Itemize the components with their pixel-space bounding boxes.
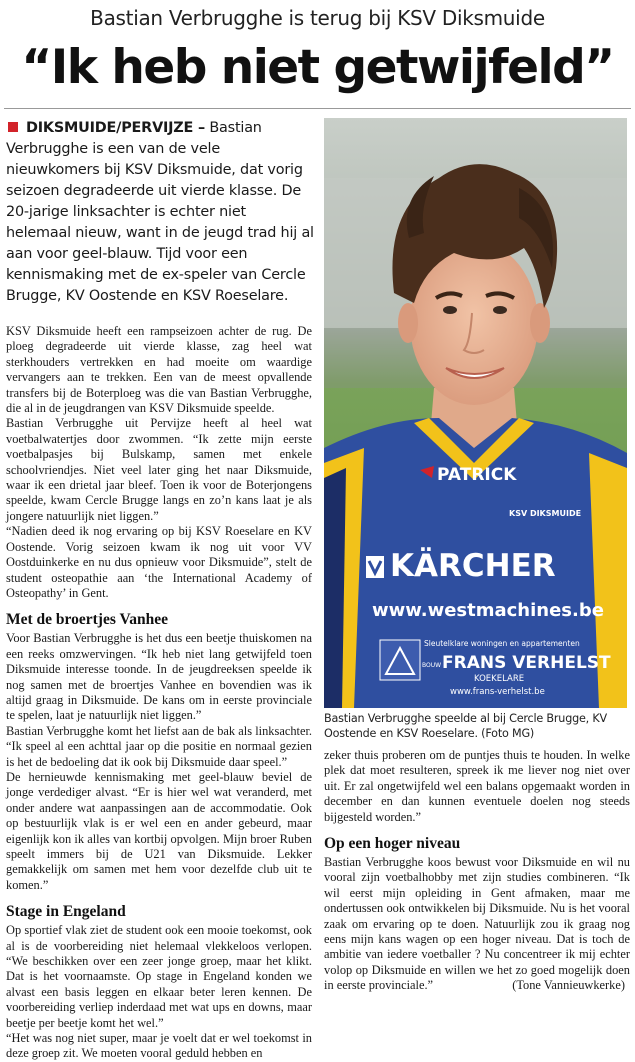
divider	[4, 108, 631, 109]
byline: (Tone Vannieuwkerke)	[512, 978, 625, 992]
body-paragraph: zeker thuis proberen om de puntjes thuis te houden. In welke plek dat moet resulteren, spreek ik me liever nog niet over uit. Er zal ongetwijfeld wel een balans opgemaakt worden in december en dan kunnen eventuele doelen nog steeds bijgesteld worden.”	[324, 748, 630, 824]
sponsor-text: KÄRCHER	[390, 548, 556, 584]
photo-caption: Bastian Verbrugghe speelde al bij Cercle Brugge, KV Oostende en KSV Roeselare. (Foto MG)	[324, 712, 607, 740]
body-paragraph: Op sportief vlak ziet de student ook een mooie toekomst, ook al is de voorbereiding niet helemaal vlekkeloos verlopen. “We beschikken over een zeer jonge groep, maar het klikt. Dat is het voornaamste. Op stage in Engeland konden we alvast een basis leggen en elkaar beter leren kennen. De voorbereiding verliep inderdaad met wat ups en downs, maar beetje per beetje komt het wel.”	[6, 923, 312, 1030]
club-text: KSV DIKSMUIDE	[509, 509, 582, 518]
body-paragraph: KSV Diksmuide heeft een rampseizoen achter de rug. De ploeg degradeerde uit vierde klasse, zag heel wat sterkhouders vertrekken en had moeite om waardige vervangers aan te trekken. Een van de meest opvallende transfers bij de Boterploeg was die van Bastian Verbrugghe, die al in de jeugdrangen van KSV Diksmuide speelde.	[6, 324, 312, 416]
shirt-brand-text: PATRICK	[437, 465, 517, 485]
sponsor2-tagline: Sleutelklare woningen en appartementen	[424, 639, 580, 648]
red-square-icon	[8, 122, 18, 132]
subheading: Met de broertjes Vanhee	[6, 611, 169, 629]
body-paragraph: “Het was nog niet super, maar je voelt dat er wel toekomst in deze groep zit. We moeten vooral geduld hebben en	[6, 1031, 312, 1061]
sponsor-url-text: www.westmachines.be	[372, 600, 604, 621]
body-paragraph: Bastian Verbrugghe uit Pervijze heeft al heel wat voetbalwatertjes door zwommen. “Ik zette mijn eerste voetbalpasjes bij Bulskamp, samen met enkele schoolvriendjes. Niet veel later ging het naar Diksmuide, waar ik een drietal jaar bleef. Toen ik voor de Boterjongens speelde, kwam Cercle Brugge langs en zo’n kans laat je als jongere natuurlijk niet liggen.”	[6, 416, 312, 523]
body-paragraph: De hernieuwde kennismaking met geel-blauw beviel de jonge verdediger alvast. “Er is hier wel wat veranderd, met onder andere wat aanpassingen aan de accommodatie. Ook op bestuurlijk vlak is er wel een en ander gebeurd, maar eigenlijk kon ik alles van kortbij opvolgen. Mijn broer Ruben speelt immers bij de U21 van Diksmuide. Lekker gemakkelijk om samen met hem voor dezelfde club uit te komen.”	[6, 769, 312, 892]
subheading: Op een hoger niveau	[324, 835, 461, 853]
kicker: Bastian Verbrugghe is terug bij KSV Diksmuide	[90, 6, 545, 30]
article-column-right	[324, 748, 630, 994]
player-photo	[324, 118, 627, 708]
sponsor2-name: FRANS VERHELST	[442, 653, 611, 673]
intro-paragraph	[6, 118, 314, 307]
sponsor2-city: KOEKELARE	[474, 674, 525, 684]
body-paragraph: Voor Bastian Verbrugghe is het dus een beetje thuiskomen na een reeks omzwervingen. “Ik heb niet lang getwijfeld toen Diksmuide interesse toonde. In de jeugdreeksen speelde ik nog samen met de broertjes Vanhee en bovendien was ik altijd graag in Diksmuide. De kans om in eerste provinciale te spelen, laat je natuurlijk niet liggen.”	[6, 631, 312, 723]
sponsor2-prefix: BOUW	[422, 662, 442, 669]
subheading: Stage in Engeland	[6, 903, 126, 921]
headline: “Ik heb niet getwijfeld”	[21, 40, 614, 95]
body-paragraph: “Nadien deed ik nog ervaring op bij KSV Roeselare en KV Oostende. Vorig seizoen kwam ik nog uit voor VV Oostduinkerke en nu dus opnieuw voor Diksmuide”, stelt de student osteopathie aan ‘the International Academy of Osteopathy’ in Gent.	[6, 524, 312, 600]
dateline: DIKSMUIDE/PERVIJZE –	[26, 120, 205, 136]
article-column-left	[6, 324, 312, 1062]
body-paragraph: Bastian Verbrugghe koos bewust voor Diksmuide en wil nu vooral zijn voetbalhobby met zijn studies combineren. “Ik wil eerst mijn opleiding in Gent afmaken, maar me ondertussen ook ontwikkelen bij Diksmuide. Nu is het vooral zaak om ervaring op te doen. Natuurlijk zou ik graag nog eens mijn kans wagen op een hoger niveau. Dat is toch de ambitie van iedere voetballer ? Nu concentreer ik mij echter volop op Diksmuide en willen we het zo goed mogelijk doen in eerste provinciale.”	[324, 855, 630, 993]
intro-text: Bastian Verbrugghe is een van de vele nieuwkomers bij KSV Diksmuide, dat vorig seizoen degradeerde uit vierde klasse. De 20-jarige linksachter is echter niet helemaal nieuw, want in de jeugd trad hij al aan voor geel-blauw. Tijd voor een kennismaking met de ex-speler van Cercle Brugge, KV Oostende en KSV Roeselare.	[6, 120, 314, 304]
sponsor2-url: www.frans-verhelst.be	[450, 687, 545, 697]
body-paragraph: Bastian Verbrugghe komt het liefst aan de bak als linksachter. “Ik speel al een achttal jaar op die positie en normaal gezien is het de bedoeling dat ik ook bij Diksmuide daar speel.”	[6, 723, 312, 769]
